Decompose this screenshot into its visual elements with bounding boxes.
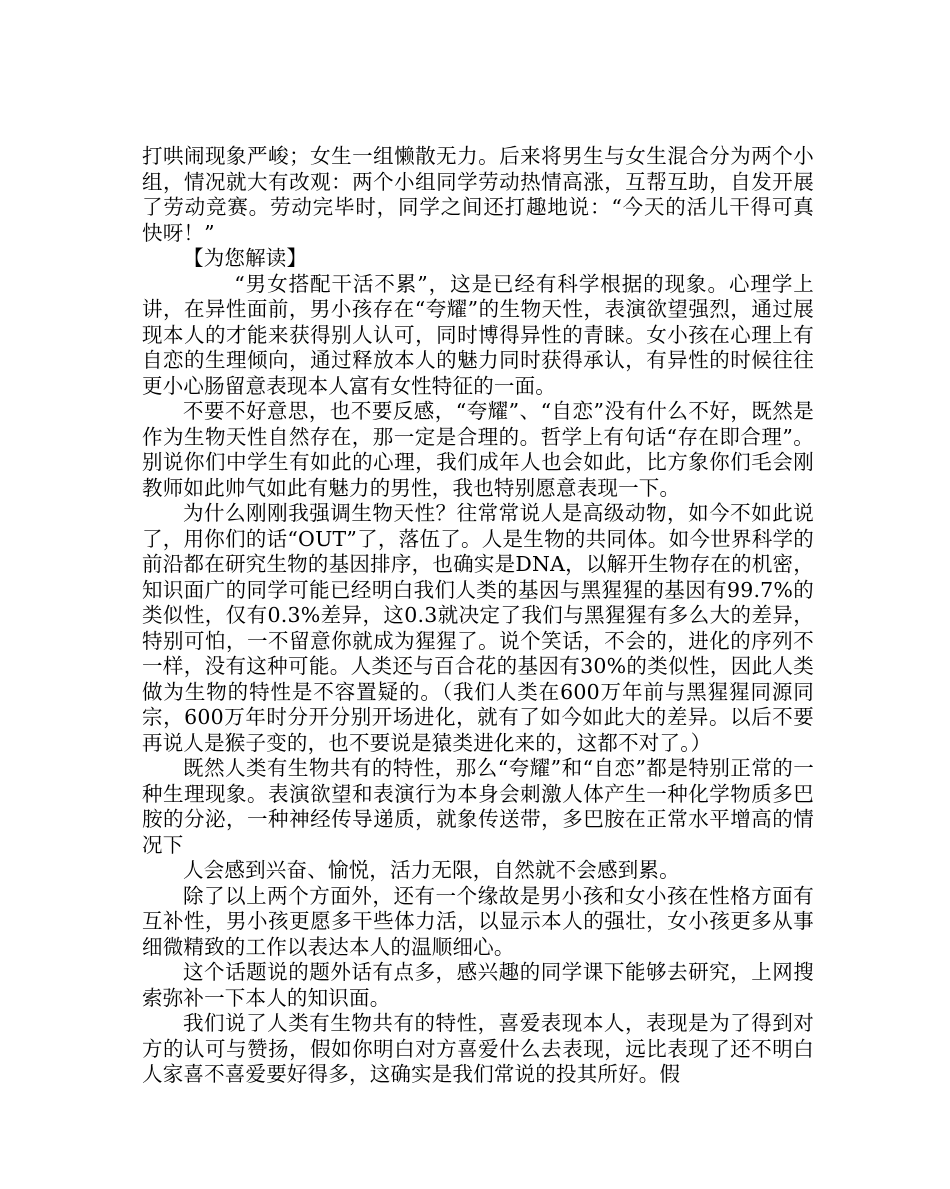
paragraph-biology: 为什么刚刚我强调生物天性？往常常说人是高级动物，如今不如此说了，用你们的话“OUT”了，落伍了。人是生物的共同体。如今世界科学的前沿都在研究生物的基因排序，也确实是DNA，以解开生物存在的机密，知识面广的同学可能已经明白我们人类的基因与黑猩猩的基因有99.7%的类似性，仅有0.3%差异，这0.3就决定了我们与黑猩猩有多么大的差异，特别可怕，一不留意你就成为猩猩了。说个笑话，不会的，进化的序列不一样，没有这种可能。人类还与百合花的基因有30%的类似性，因此人类做为生物的特性是不容置疑的。（我们人类在600万年前与黑猩猩同源同宗，600万年时分开分别开场进化，就有了如今如此大的差异。以后不要再说人是猴子变的，也不要说是猿类进化来的，这都不对了。） [142, 501, 814, 755]
document-page [142, 144, 814, 1088]
paragraph-explanation: “男女搭配干活不累”，这是已经有科学根据的现象。心理学上讲，在异性面前，男小孩存在“夸耀”的生物天性，表演欲望强烈，通过展现本人的才能来获得别人认可，同时博得异性的青睐。女小孩在心理上有自恋的生理倾向，通过释放本人的魅力同时获得承认，有异性的时候往往更小心肠留意表现本人富有女性特征的一面。 [142, 271, 814, 398]
paragraph-energy: 人会感到兴奋、愉悦，活力无限，自然就不会感到累。 [183, 858, 680, 882]
paragraph-dopamine: 既然人类有生物共有的特性，那么“夸耀”和“自恋”都是特别正常的一种生理现象。表演欲望和表演行为本身会刺激人体产生一种化学物质多巴胺的分泌，一种神经传导递质，就象传送带，多巴胺在正常水平增高的情况下 [142, 756, 814, 857]
paragraph-digression: 这个话题说的题外话有点多，感兴趣的同学课下能够去研究，上网搜索弥补一下本人的知识面。 [142, 960, 814, 1010]
paragraph-reassurance: 不要不好意思，也不要反感，“夸耀”、“自恋”没有什么不好，既然是作为生物天性自然存在，那一定是合理的。哲学上有句话“存在即合理”。别说你们中学生有如此的心理，我们成年人也会如此，比方象你们毛会刚教师如此帅气如此有魅力的男性，我也特别愿意表现一下。 [142, 399, 814, 500]
paragraph-complementary: 除了以上两个方面外，还有一个缘故是男小孩和女小孩在性格方面有互补性，男小孩更愿多干些体力活，以显示本人的强壮，女小孩更多从事细微精致的工作以表达本人的温顺细心。 [142, 883, 814, 959]
section-heading: 【为您解读】 [183, 246, 308, 270]
paragraph-intro-continued: 打哄闹现象严峻；女生一组懒散无力。后来将男生与女生混合分为两个小组，情况就大有改观：两个小组同学劳动热情高涨，互帮互助，自发开展了劳动竞赛。劳动完毕时，同学之间还打趣地说：“今天的活儿干得可真快呀！” [142, 144, 814, 245]
paragraph-expression: 我们说了人类有生物共有的特性，喜爱表现本人，表现是为了得到对方的认可与赞扬，假如你明白对方喜爱什么去表现，远比表现了还不明白人家喜不喜爱要好得多，这确实是我们常说的投其所好。假 [142, 1011, 814, 1086]
